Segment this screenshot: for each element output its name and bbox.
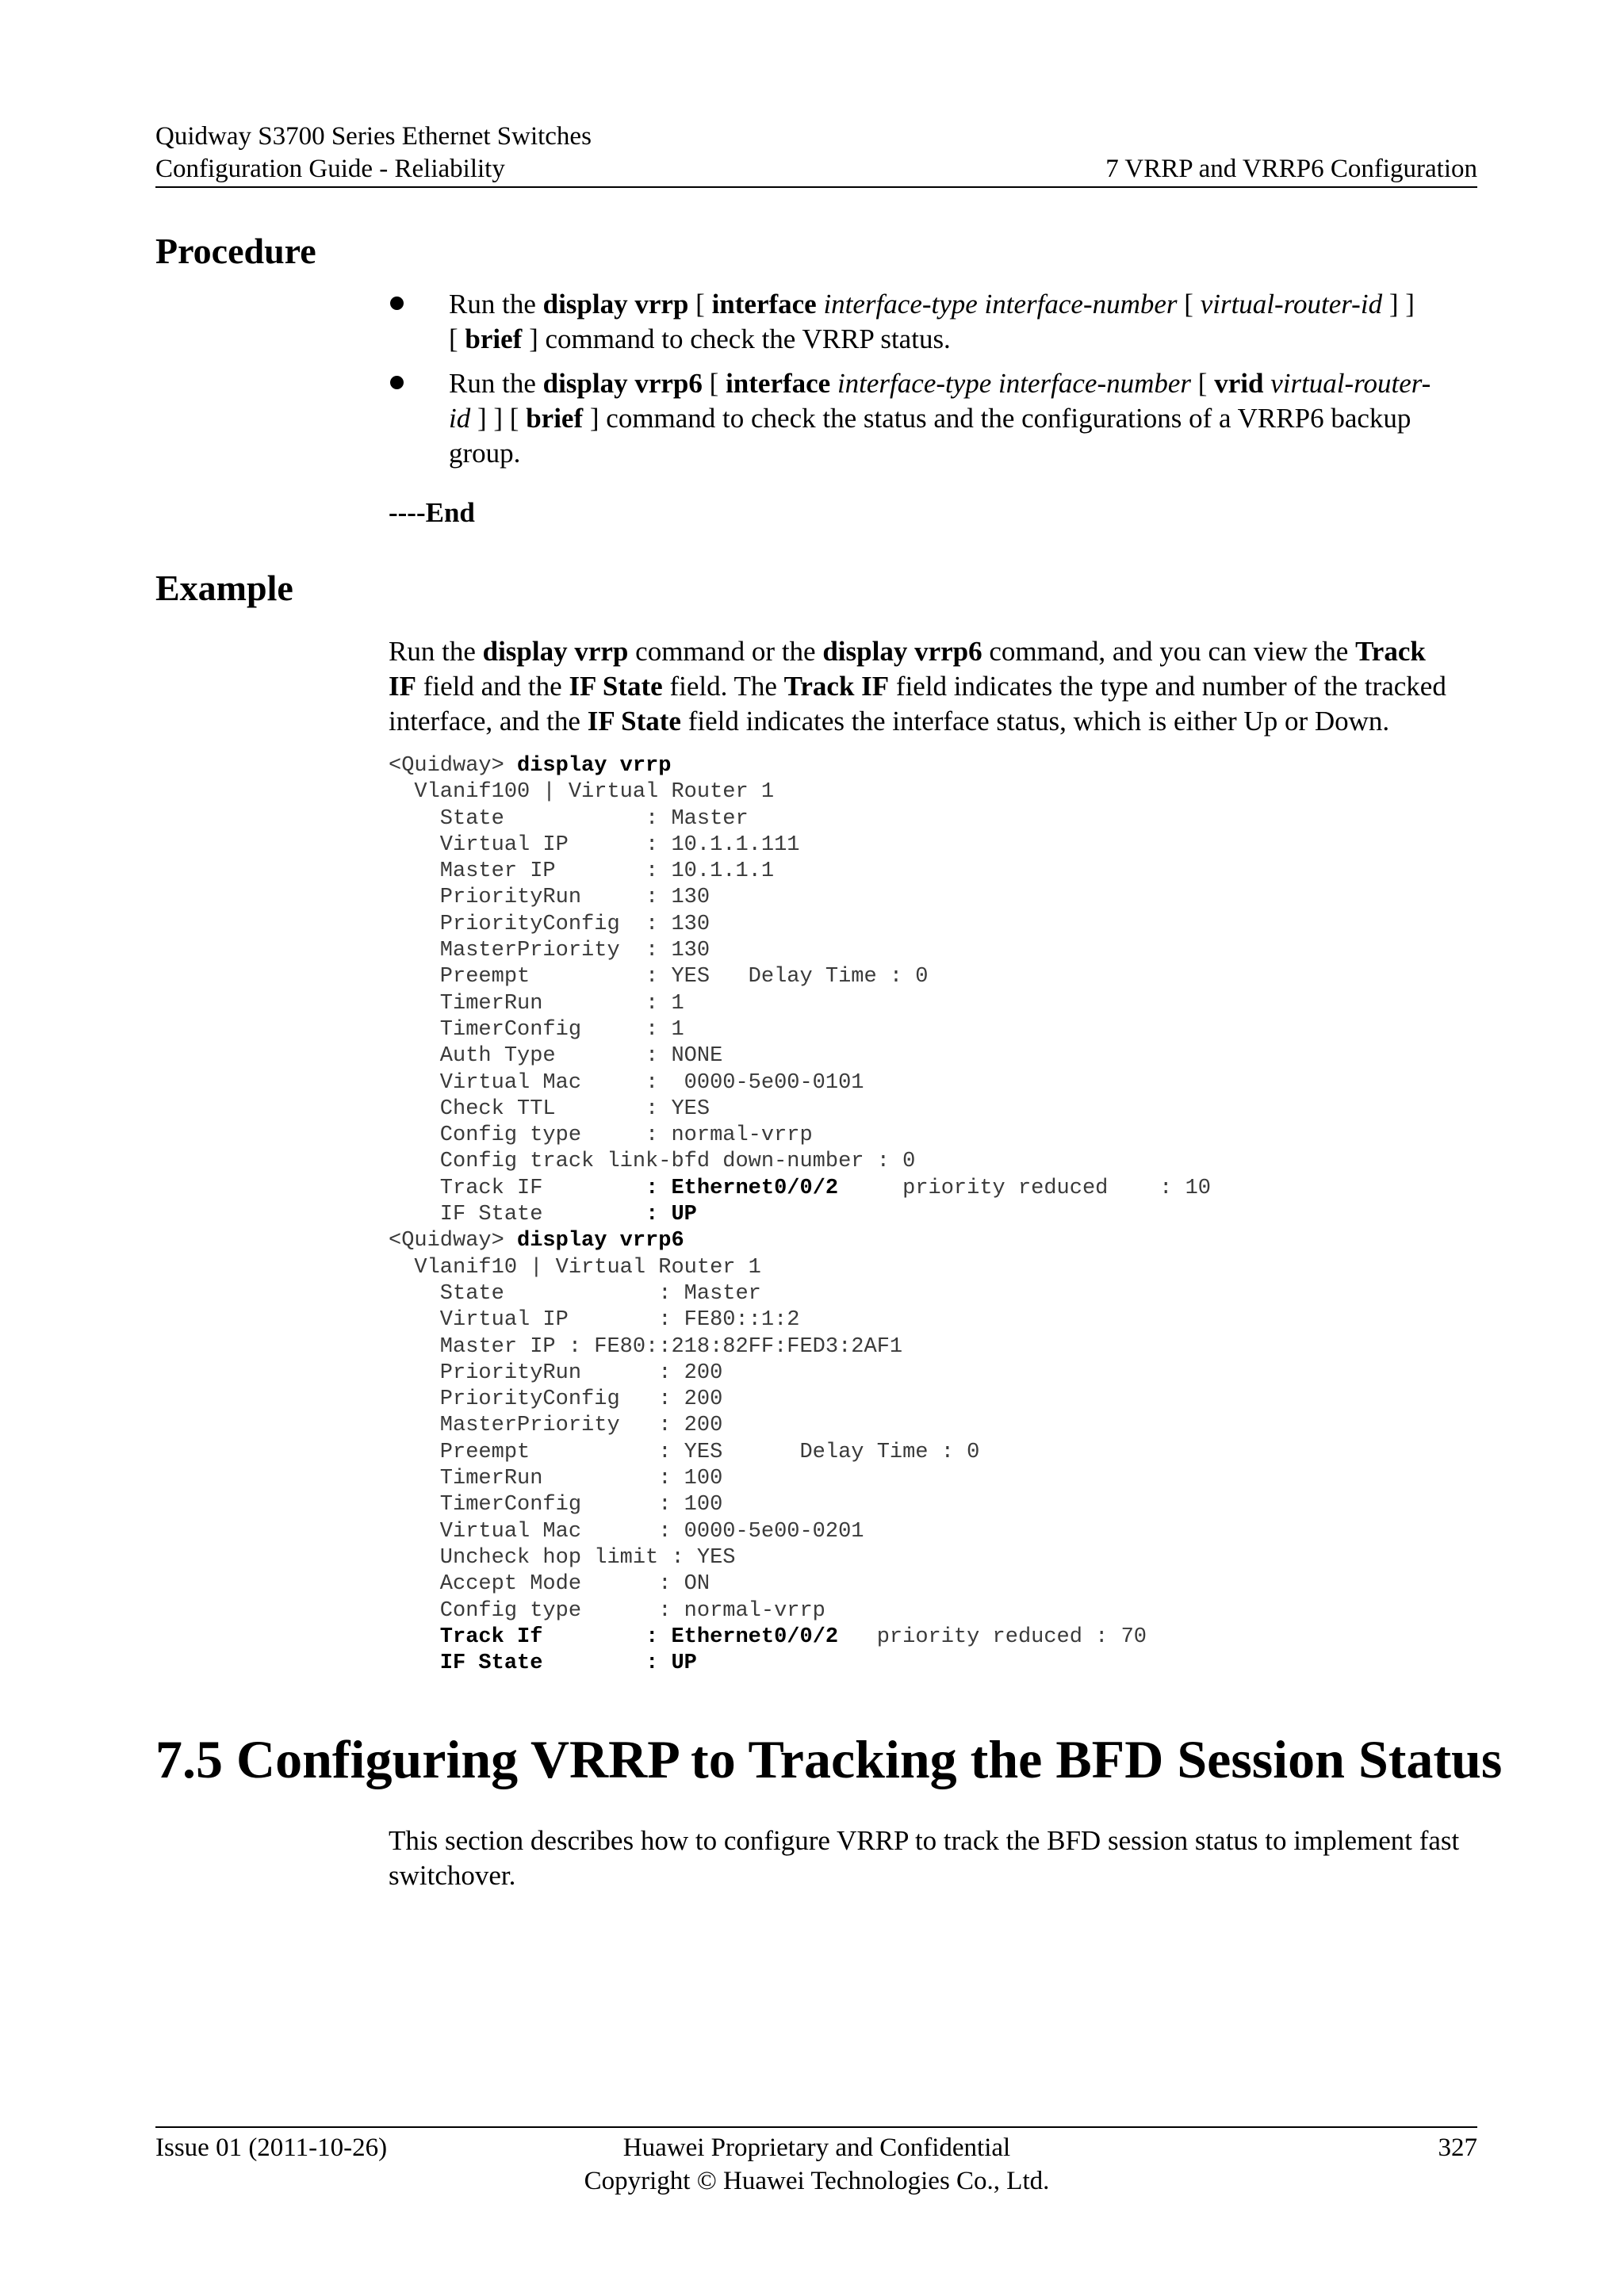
footer-rule [155, 2126, 1477, 2128]
bullet-dot [390, 376, 404, 389]
code-vrrp6-output: Vlanif10 | Virtual Router 1 State : Master Virtual IP : FE80::1:2 Master IP : FE80::218:82FF:FED3:2AF1 PriorityRun : 200 PriorityConfig : 200 MasterPriority : 200 Preempt : YES Delay Time : 0 TimerRun : 100 TimerConfig : 100 Virtual Mac : 0000-5e00-0201 Uncheck hop limit : YES Accept Mode : ON Config type : normal-vrrp [414, 1255, 980, 1623]
header-chapter-title: 7 VRRP and VRRP6 Configuration [1105, 155, 1477, 183]
procedure-bullet-1: Run the display vrrp [ interface interface-type interface-number [ virtual-router-id ] ] [ brief ] command to check the VRRP status. [449, 289, 1415, 354]
section-title: 7.5 Configuring VRRP to Tracking the BFD Session Status [155, 1729, 1503, 1789]
bullet-dot [390, 297, 404, 310]
section-description: This section describes how to configure VRRP to track the BFD session status to implement fast switchover. [389, 1825, 1460, 1891]
footer-copyright: Copyright © Huawei Technologies Co., Ltd. [584, 2167, 1050, 2195]
code-command: display vrrp6 [517, 1229, 684, 1253]
code-command: display vrrp [517, 754, 672, 778]
footer-issue: Issue 01 (2011-10-26) [155, 2133, 388, 2162]
header-rule [155, 186, 1477, 188]
footer-confidential: Huawei Proprietary and Confidential [622, 2133, 1011, 2162]
code-prompt: <Quidway> [389, 754, 518, 778]
header-guide-title: Configuration Guide - Reliability [155, 155, 505, 183]
code-vrrp-output: Vlanif100 | Virtual Router 1 State : Master Virtual IP : 10.1.1.111 Master IP : 10.1.1.1 PriorityRun : 130 PriorityConfig : 130 MasterPriority : 130 Preempt : YES Delay Time : 0 TimerRun : 1 TimerConfig : 1 Auth Type : NONE Virtual Mac : 0000-5e00-0101 Check TTL : YES Config type : normal-vrrp Config track link-bfd down-number : 0 [414, 780, 929, 1174]
procedure-heading: Procedure [155, 231, 316, 271]
code-prompt: <Quidway> [389, 1229, 518, 1253]
header-doc-title: Quidway S3700 Series Ethernet Switches [155, 122, 592, 151]
code-block: <Quidway> display vrrp Vlanif100 | Virtual Router 1 State : Master Virtual IP : 10.1.1.111 Master IP : 10.1.1.1 PriorityRun : 130 PriorityConfig : 130 MasterPriority : 130 Preempt : YES Delay Time : 0 TimerRun : 1 TimerConfig : 1 Auth Type : NONE Virtual Mac : 0000-5e00-0101 Check TTL : YES Config type : normal-vrrp Config track link-bfd down-number : 0 Track IF : Ethernet0/0/2 priority reduced : 10 IF State : UP <Quidway> display vrrp6 Vlanif10 | Virtual Router 1 State : Master Virtual IP : FE80::1:2 Master IP : FE80::218:82FF:FED3:2AF1 PriorityRun : 200 PriorityConfig : 200 MasterPriority : 200 Preempt : YES Delay Time : 0 TimerRun : 100 TimerConfig : 100 Virtual Mac : 0000-5e00-0201 Uncheck hop limit : YES Accept Mode : ON Config type : normal-vrrp Track If : Ethernet0/0/2 priority reduced : 70 IF State : UP [389, 754, 1211, 1676]
procedure-bullet-2: Run the display vrrp6 [ interface interface-type interface-number [ vrid virtual-router- id ] ] [ brief ] command to check the status and the configurations of a VRRP6 backup group. [449, 368, 1431, 469]
example-heading: Example [155, 568, 293, 608]
example-paragraph: Run the display vrrp command or the display vrrp6 command, and you can view the Track IF field and the IF State field. The Track IF field indicates the type and number of the tracked interface, and the IF State field indicates the interface status, which is either Up or Down. [389, 636, 1446, 737]
footer-page-number: 327 [1438, 2133, 1477, 2162]
procedure-end-marker: ----End [389, 497, 475, 528]
